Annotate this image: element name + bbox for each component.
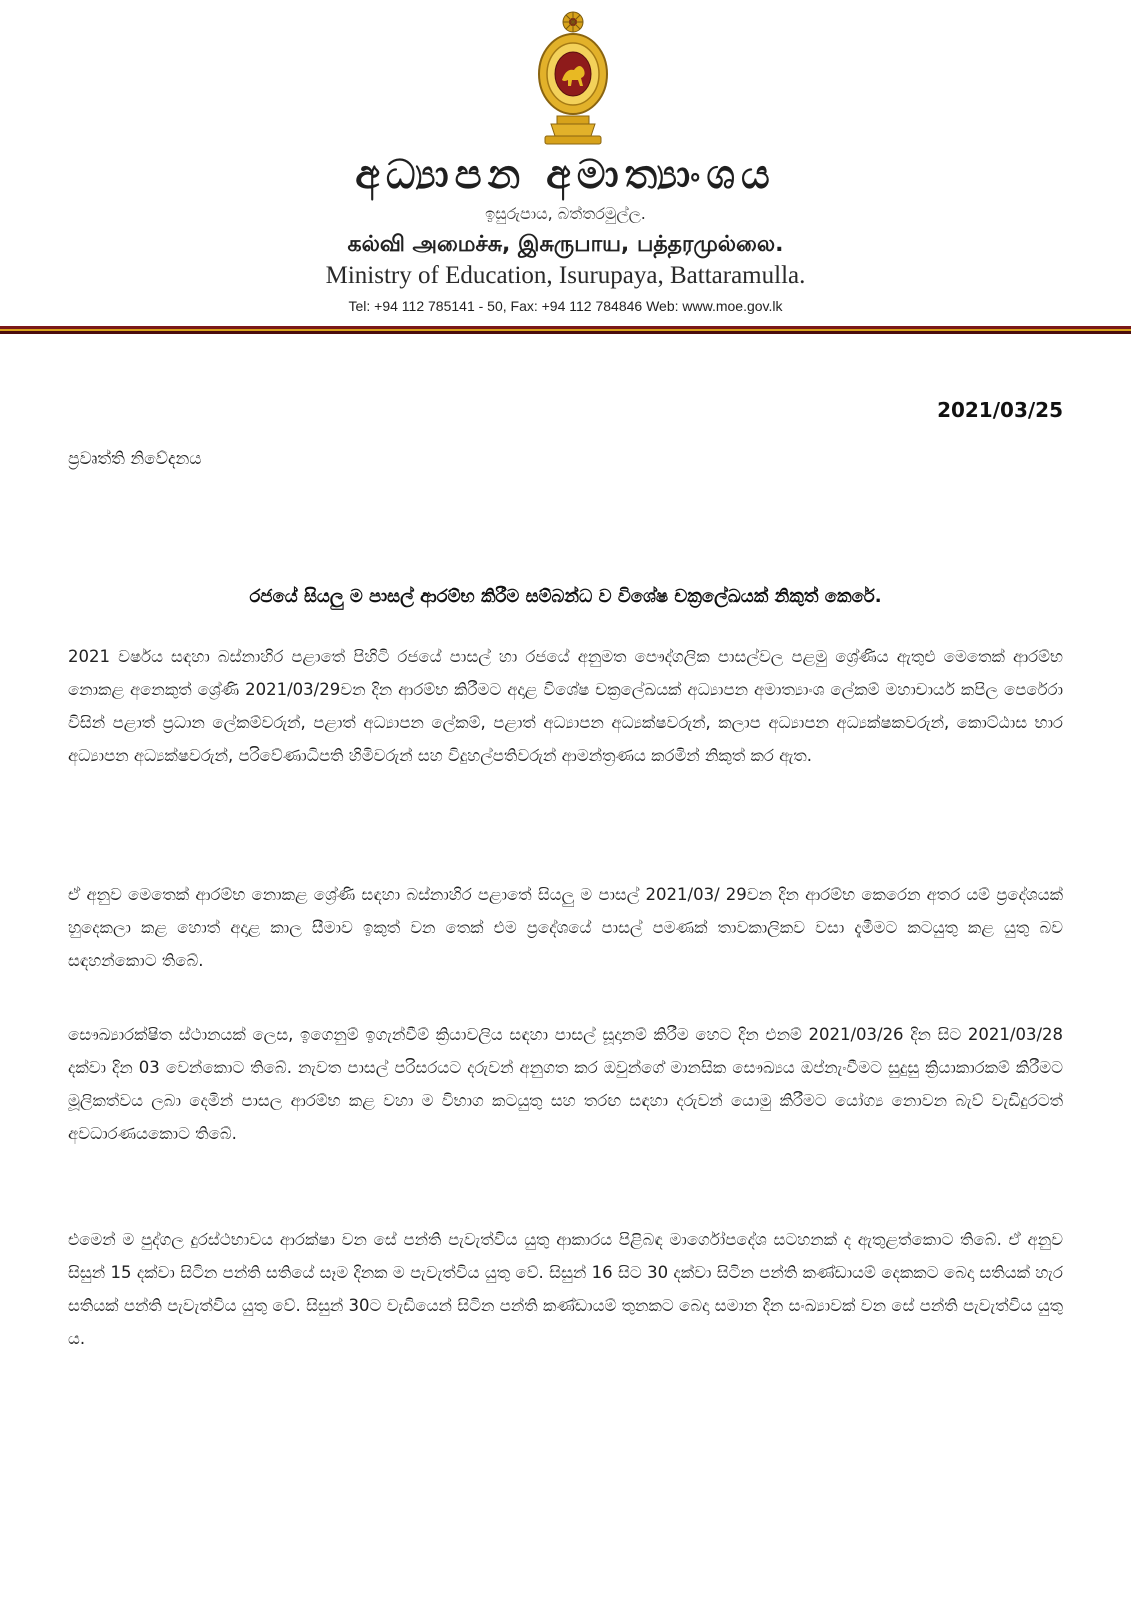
contact-line: Tel: +94 112 785141 - 50, Fax: +94 112 784846 Web: www.moe.gov.lk [348, 298, 783, 314]
paragraph: සෞඛ්‍යාරක්ෂිත ස්ථානයක් ලෙස, ඉගෙනුම් ඉගැන්වීම් ක්‍රියාවලිය සඳහා පාසල් සූදානම් කිරීම හෙට දින එනම් 2021/03/26 දින සිට 2021/03/28 දක්වා දින 03 වෙන්කොට තිබේ. නැවත පාසල් පරිසරයට දරුවන් අනුගත කර ඔවුන්ගේ මානසික සෞඛ්‍යය ඔප්නැංවීමට සුදුසු ක්‍රියාකාරකම් කිරීමට මූලිකත්වය ලබා දෙමින් පාසල ආරම්භ කළ වහා ම විභාග කටයුතු සහ තරඟ සඳහා දරුවන් යොමු කිරීමට යෝග්‍ය නොවන බැව් වැඩිදුරටත් අවධාරණයකොට තිබේ. [68, 1025, 1063, 1143]
document-date: 2021/03/25 [937, 398, 1063, 422]
paragraph: 2021 වර්ෂය සඳහා බස්නාහිර පළාතේ පිහිටි රජයේ පාසල් හා රජයේ අනුමත පෞද්ගලික පාසල්වල පළමු ශ්‍රේණිය ඇතුළු මෙතෙක් ආරම්භ නොකළ අනෙකුත් ශ්‍රේණි 2021/03/29වන දින ආරම්භ කිරීමට අදාළ විශේෂ චක්‍රලේඛයක් අධ්‍යාපන අමාත්‍යාංශ ලේකම් මහාචාර්ය කපිල පෙරේරා විසින් පළාත් ප්‍රධාන ලේකම්වරුන්, පළාත් අධ්‍යාපන ලේකම්, පළාත් අධ්‍යාපන අධ්‍යක්ෂවරුන්, කලාප අධ්‍යාපන අධ්‍යක්ෂකවරුන්, කොට්ඨාස භාර අධ්‍යාපන අධ්‍යක්ෂවරුන්, පරිවේණාධිපති හිමිවරුන් සහ විදුහල්පතිවරුන් ආමන්ත්‍රණය කරමින් නිකුත් කර ඇත. [68, 647, 1063, 765]
document-title: රජයේ සියලු ම පාසල් ආරම්භ කිරීම සම්බන්ධ ව විශේෂ චක්‍රලේඛයක් නිකුත් කෙරේ. [249, 586, 882, 607]
ministry-name-english: Ministry of Education, Isurupaya, Battaramulla. [325, 262, 806, 289]
ministry-name-sinhala: අධ්‍යාපන අමාත්‍යාංශය [355, 152, 776, 198]
letterhead [0, 0, 1131, 334]
sri-lanka-emblem-icon [535, 10, 611, 148]
document-label: ප්‍රවෘත්ති නිවේදනය [68, 449, 202, 469]
header-divider [0, 326, 1131, 334]
paragraph: එමෙන් ම පුද්ගල දුරස්ථභාවය ආරක්ෂා වන සේ පන්ති පැවැත්විය යුතු ආකාරය පිළිබඳ මාර්ගෝපදේශ සටහනක් ද ඇතුළත්කොට තිබේ. ඒ අනුව සිසුන් 15 දක්වා සිටින පන්ති සතියේ සෑම දිනක ම පැවැත්විය යුතු වේ. සිසුන් 16 සිට 30 දක්වා සිටින පන්ති කණ්ඩායම් දෙකකට බෙදා සතියක් හැර සතියක් පන්ති පැවැත්විය යුතු වේ. සිසුන් 30ට වැඩියෙන් සිටින පන්ති කණ්ඩායම් තුනකට බෙදා සමාන දින සංඛ්‍යාවක් වන සේ පන්ති පැවැත්විය යුතු ය. [68, 1230, 1063, 1348]
ministry-name-tamil: கல்வி அமைச்சு, இசுருபாய, பத்தரமுல்லை. [347, 232, 784, 257]
ministry-address-sinhala: ඉසුරුපාය, බත්තරමුල්ල. [485, 204, 646, 223]
paragraph: ඒ අනුව මෙතෙක් ආරම්භ නොකළ ශ්‍රේණි සඳහා බස්නාහිර පළාතේ සියලු ම පාසල් 2021/03/ 29වන දින ආරම්භ කෙරෙන අතර යම් ප්‍රදේශයක් හුදෙකලා කළ හොත් අදාළ කාල සීමාව ඉකුත් වන තෙක් එම ප්‍රදේශයේ පාසල් පමණක් තාවකාලිකව වසා දැමීමට කටයුතු කළ යුතු බව සඳහන්කොට තිබේ. [68, 885, 1063, 970]
